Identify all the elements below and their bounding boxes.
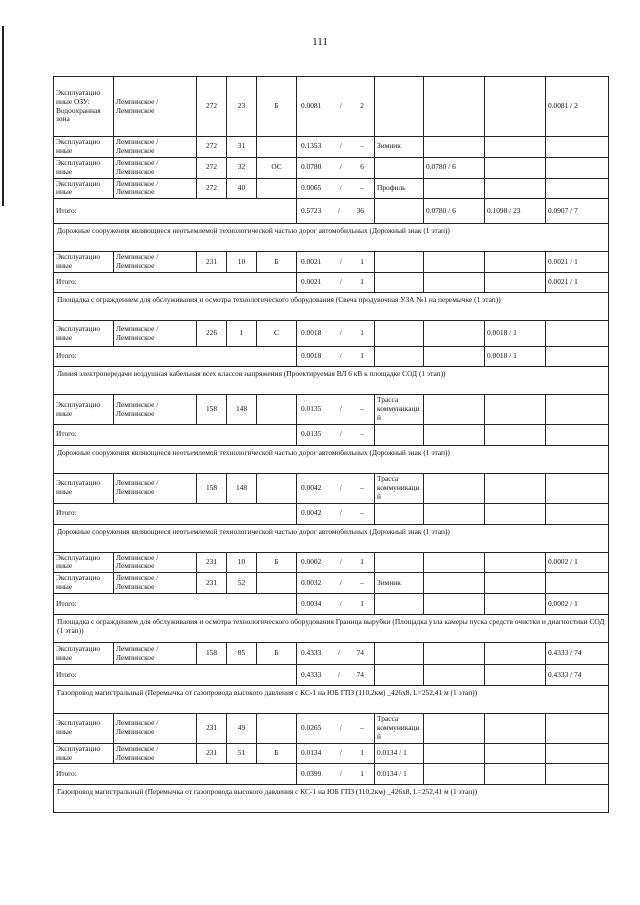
column-1-cell (424, 714, 485, 744)
mark-cell (257, 178, 297, 199)
mark-cell: Б (257, 77, 297, 137)
category-cell: Эксплуатацио иные (54, 252, 114, 273)
mark-cell: Б (257, 643, 297, 665)
column-1-cell (424, 395, 485, 425)
quarter-cell: 231 (197, 573, 227, 594)
column-2-cell (485, 573, 546, 594)
area-separator: / (337, 205, 340, 215)
area-separator: / (339, 182, 342, 192)
plot-cell: 51 (227, 743, 257, 764)
category-cell: Эксплуатацио иные (54, 714, 114, 744)
area-cell (297, 395, 375, 425)
note-cell: Зимник (375, 573, 424, 594)
section-header-row (54, 615, 609, 643)
column-3-cell: 0.0021 / 1 (546, 273, 609, 293)
category-cell: Эксплуатацио иные (54, 643, 114, 665)
mark-cell: С (257, 321, 297, 347)
quarter-cell: 158 (197, 395, 227, 425)
total-label: Итого: (54, 273, 297, 293)
data-row (54, 178, 609, 199)
area-cell (297, 252, 375, 273)
tree-count: 1 (360, 556, 364, 566)
area-cell (297, 77, 375, 137)
column-1-cell (424, 503, 485, 524)
data-row (54, 321, 609, 347)
area-separator: / (339, 748, 342, 758)
note-cell (375, 643, 424, 665)
column-3-cell (546, 347, 609, 367)
area-value: 0.0134 (301, 748, 322, 758)
tree-count: – (360, 429, 364, 439)
tree-count: 1 (360, 351, 364, 361)
data-row (54, 252, 609, 273)
area-cell (297, 424, 375, 445)
area-value: 0.0032 (301, 577, 322, 587)
column-3-cell (546, 764, 609, 785)
quarter-cell: 231 (197, 714, 227, 744)
data-row (54, 395, 609, 425)
data-row (54, 137, 609, 158)
note-cell: Зимник (375, 137, 424, 158)
note-cell (375, 199, 424, 224)
area-value: 0.0021 (301, 256, 322, 266)
area-separator: / (339, 101, 342, 111)
section-title: Площадка с ограждением для обслуживания и осмотра технологического оборудования Граница вырубки (Площадка узла камеры пуска средств очистки и диагностики СОД (1 этап)) (54, 615, 609, 643)
quarter-cell: 226 (197, 321, 227, 347)
forestry-cell: Лемпинское / Лемпинское (114, 137, 197, 158)
area-separator: / (339, 556, 342, 566)
column-2-cell (485, 743, 546, 764)
forestry-cell: Лемпинское / Лемпинское (114, 643, 197, 665)
column-2-cell: 0.0018 / 1 (485, 321, 546, 347)
data-row (54, 473, 609, 503)
column-2-cell (485, 473, 546, 503)
column-3-cell (546, 157, 609, 178)
section-header-row (54, 686, 609, 714)
area-cell (297, 178, 375, 199)
column-2-cell (485, 77, 546, 137)
section-title: Газопровод магистральный (Перемычка от газопровода высокого давления с КС-1 на ЮБ ГПЗ (110,2км) _426х8, L=252,41 м (1 этап)) (54, 785, 609, 813)
column-3-cell: 0.0002 / 1 (546, 552, 609, 573)
column-1-cell (424, 643, 485, 665)
mark-cell: Б (257, 743, 297, 764)
column-2-cell (485, 764, 546, 785)
note-cell (375, 503, 424, 524)
area-value: 0.0399 (301, 768, 322, 778)
area-separator: / (339, 162, 342, 172)
area-cell (297, 273, 375, 293)
area-value: 0.0135 (301, 429, 322, 439)
total-label: Итого: (54, 424, 297, 445)
column-1-cell (424, 665, 485, 686)
section-title: Площадка с ограждением для обслуживания и осмотра технологического оборудования (Свеча продувочная УЗА №1 на перемычке (1 этап)) (54, 293, 609, 321)
area-separator: / (339, 141, 342, 151)
tree-count: – (360, 141, 364, 151)
column-3-cell: 0.0081 / 2 (546, 77, 609, 137)
column-2-cell (485, 178, 546, 199)
section-header-row (54, 293, 609, 321)
tree-count: 2 (360, 101, 364, 111)
plot-cell: 52 (227, 573, 257, 594)
column-2-cell (485, 424, 546, 445)
forestry-cell: Лемпинское / Лемпинское (114, 157, 197, 178)
column-2-cell (485, 594, 546, 615)
column-3-cell: 0.4333 / 74 (546, 643, 609, 665)
area-separator: / (339, 482, 342, 492)
area-value: 0.0081 (301, 101, 322, 111)
quarter-cell: 272 (197, 77, 227, 137)
quarter-cell: 158 (197, 473, 227, 503)
area-value: 0.0042 (301, 508, 322, 518)
column-2-cell: 0.0018 / 1 (485, 347, 546, 367)
mark-cell (257, 714, 297, 744)
mark-cell (257, 137, 297, 158)
column-2-cell (485, 665, 546, 686)
section-title: Дорожные сооружения являющиеся неотъемлемой технологической частью дорог автомобильных (Дорожный знак (1 этап)) (54, 445, 609, 473)
area-cell (297, 714, 375, 744)
column-1-cell (424, 473, 485, 503)
column-2-cell: 0.1098 / 23 (485, 199, 546, 224)
note-cell: Трасса коммуникаций (375, 395, 424, 425)
total-label: Итого: (54, 347, 297, 367)
area-cell (297, 347, 375, 367)
register-body (54, 77, 609, 813)
area-separator: / (337, 669, 340, 679)
category-cell: Эксплуатацио иные ОЗУ: Водоохранная зона (54, 77, 114, 137)
column-2-cell (485, 252, 546, 273)
note-cell (375, 252, 424, 273)
area-value: 0.0034 (301, 598, 322, 608)
total-label: Итого: (54, 503, 297, 524)
mark-cell: Б (257, 552, 297, 573)
total-row (54, 424, 609, 445)
forestry-cell: Лемпинское / Лемпинское (114, 178, 197, 199)
quarter-cell: 158 (197, 643, 227, 665)
area-value: 0.1353 (301, 141, 322, 151)
quarter-cell: 272 (197, 157, 227, 178)
total-row (54, 764, 609, 785)
tree-count: 74 (356, 669, 364, 679)
forestry-cell: Лемпинское / Лемпинское (114, 743, 197, 764)
column-1-cell (424, 743, 485, 764)
forest-plot-register-table (53, 76, 609, 813)
column-1-cell (424, 252, 485, 273)
note-cell (375, 424, 424, 445)
column-3-cell (546, 473, 609, 503)
area-cell (297, 643, 375, 665)
note-cell (375, 77, 424, 137)
mark-cell (257, 395, 297, 425)
data-row (54, 643, 609, 665)
data-row (54, 77, 609, 137)
area-cell (297, 764, 375, 785)
data-row (54, 714, 609, 744)
quarter-cell: 272 (197, 137, 227, 158)
tree-count: 1 (360, 598, 364, 608)
column-1-cell (424, 552, 485, 573)
category-cell: Эксплуатацио иные (54, 743, 114, 764)
tree-count: 74 (356, 648, 364, 658)
note-cell (375, 665, 424, 686)
plot-cell: 85 (227, 643, 257, 665)
area-cell (297, 552, 375, 573)
section-title: Газопровод магистральный (Перемычка от газопровода высокого давления с КС-1 на ЮБ ГПЗ (110,2км) _426х8, L=252,41 м (1 этап)) (54, 686, 609, 714)
area-value: 0.5723 (301, 205, 322, 215)
plot-cell: 31 (227, 137, 257, 158)
column-3-cell: 0.4333 / 74 (546, 665, 609, 686)
column-3-cell (546, 395, 609, 425)
column-2-cell (485, 552, 546, 573)
column-3-cell (546, 424, 609, 445)
area-separator: / (339, 768, 342, 778)
forestry-cell: Лемпинское / Лемпинское (114, 552, 197, 573)
total-row (54, 503, 609, 524)
quarter-cell: 272 (197, 178, 227, 199)
note-cell: 0.0134 / 1 (375, 764, 424, 785)
category-cell: Эксплуатацио иные (54, 552, 114, 573)
column-2-cell (485, 137, 546, 158)
category-cell: Эксплуатацио иные (54, 178, 114, 199)
mark-cell (257, 573, 297, 594)
data-row (54, 743, 609, 764)
forestry-cell: Лемпинское / Лемпинское (114, 321, 197, 347)
plot-cell: 32 (227, 157, 257, 178)
column-1-cell: 0.0780 / 6 (424, 199, 485, 224)
area-separator: / (339, 277, 342, 287)
forestry-cell: Лемпинское / Лемпинское (114, 395, 197, 425)
mark-cell: Б (257, 252, 297, 273)
category-cell: Эксплуатацио иные (54, 473, 114, 503)
total-label: Итого: (54, 199, 297, 224)
total-row (54, 665, 609, 686)
area-cell (297, 321, 375, 347)
forestry-cell: Лемпинское / Лемпинское (114, 573, 197, 594)
total-row (54, 594, 609, 615)
area-separator: / (339, 429, 342, 439)
note-cell: Профиль (375, 178, 424, 199)
section-header-row (54, 785, 609, 813)
column-3-cell: 0.0021 / 1 (546, 252, 609, 273)
tree-count: 36 (356, 205, 364, 215)
tree-count: – (360, 404, 364, 414)
area-cell (297, 503, 375, 524)
plot-cell: 23 (227, 77, 257, 137)
data-row (54, 552, 609, 573)
tree-count: 1 (360, 277, 364, 287)
total-label: Итого: (54, 665, 297, 686)
column-1-cell (424, 764, 485, 785)
area-cell (297, 473, 375, 503)
forestry-cell: Лемпинское / Лемпинское (114, 252, 197, 273)
column-3-cell (546, 178, 609, 199)
area-separator: / (339, 404, 342, 414)
quarter-cell: 231 (197, 743, 227, 764)
plot-cell: 49 (227, 714, 257, 744)
data-row (54, 157, 609, 178)
area-cell (297, 594, 375, 615)
tree-count: – (360, 482, 364, 492)
area-separator: / (339, 508, 342, 518)
area-value: 0.0780 (301, 162, 322, 172)
page-number: 111 (312, 36, 328, 48)
area-value: 0.0135 (301, 404, 322, 414)
area-cell (297, 137, 375, 158)
area-value: 0.0065 (301, 182, 322, 192)
column-1-cell (424, 424, 485, 445)
note-cell: Трасса коммуникаций (375, 473, 424, 503)
area-value: 0.0265 (301, 722, 322, 732)
column-2-cell (485, 503, 546, 524)
column-1-cell (424, 273, 485, 293)
category-cell: Эксплуатацио иные (54, 157, 114, 178)
column-1-cell: 0.0780 / 6 (424, 157, 485, 178)
forestry-cell: Лемпинское / Лемпинское (114, 714, 197, 744)
tree-count: 6 (360, 162, 364, 172)
quarter-cell: 231 (197, 552, 227, 573)
column-3-cell (546, 321, 609, 347)
category-cell: Эксплуатацио иные (54, 395, 114, 425)
area-separator: / (339, 577, 342, 587)
area-separator: / (339, 351, 342, 361)
column-2-cell (485, 643, 546, 665)
column-1-cell (424, 573, 485, 594)
tree-count: – (360, 722, 364, 732)
plot-cell: 148 (227, 473, 257, 503)
column-1-cell (424, 321, 485, 347)
note-cell: 0.0134 / 1 (375, 743, 424, 764)
area-cell (297, 573, 375, 594)
note-cell (375, 552, 424, 573)
plot-cell: 40 (227, 178, 257, 199)
total-label: Итого: (54, 594, 297, 615)
column-2-cell (485, 714, 546, 744)
note-cell: Трасса коммуникаций (375, 714, 424, 744)
area-value: 0.0018 (301, 351, 322, 361)
area-value: 0.0002 (301, 556, 322, 566)
section-header-row (54, 445, 609, 473)
column-2-cell (485, 273, 546, 293)
tree-count: – (360, 182, 364, 192)
section-header-row (54, 224, 609, 252)
column-3-cell: 0.0002 / 1 (546, 594, 609, 615)
plot-cell: 10 (227, 552, 257, 573)
area-cell (297, 199, 375, 224)
tree-count: 1 (360, 748, 364, 758)
forestry-cell: Лемпинское / Лемпинское (114, 473, 197, 503)
column-1-cell (424, 347, 485, 367)
column-3-cell (546, 743, 609, 764)
column-2-cell (485, 157, 546, 178)
section-title: Линия электропередачи воздушная кабельная всех классов напряжения (Проектируемая ВЛ 6 кВ к площадке СОД (1 этап)) (54, 367, 609, 395)
column-3-cell (546, 503, 609, 524)
tree-count: 1 (360, 768, 364, 778)
area-separator: / (339, 722, 342, 732)
note-cell (375, 273, 424, 293)
column-1-cell (424, 178, 485, 199)
area-value: 0.4333 (301, 648, 322, 658)
tree-count: 1 (360, 256, 364, 266)
area-separator: / (339, 598, 342, 608)
area-value: 0.0018 (301, 328, 322, 338)
section-title: Дорожные сооружения являющиеся неотъемлемой технологической частью дорог автомобильных (Дорожный знак (1 этап)) (54, 524, 609, 552)
total-row (54, 273, 609, 293)
area-separator: / (339, 256, 342, 266)
mark-cell (257, 473, 297, 503)
plot-cell: 1 (227, 321, 257, 347)
category-cell: Эксплуатацио иные (54, 573, 114, 594)
column-3-cell: 0.0907 / 7 (546, 199, 609, 224)
column-3-cell (546, 714, 609, 744)
column-1-cell (424, 77, 485, 137)
plot-cell: 148 (227, 395, 257, 425)
data-row (54, 573, 609, 594)
plot-cell: 10 (227, 252, 257, 273)
category-cell: Эксплуатацио иные (54, 137, 114, 158)
column-1-cell (424, 594, 485, 615)
total-row (54, 199, 609, 224)
note-cell (375, 594, 424, 615)
column-1-cell (424, 137, 485, 158)
column-3-cell (546, 573, 609, 594)
area-value: 0.0042 (301, 482, 322, 492)
category-cell: Эксплуатацио иные (54, 321, 114, 347)
quarter-cell: 231 (197, 252, 227, 273)
area-cell (297, 665, 375, 686)
area-separator: / (337, 648, 340, 658)
forestry-cell: Лемпинское / Лемпинское (114, 77, 197, 137)
total-row (54, 347, 609, 367)
mark-cell: ОС (257, 157, 297, 178)
column-2-cell (485, 395, 546, 425)
note-cell (375, 157, 424, 178)
column-3-cell (546, 137, 609, 158)
total-label: Итого: (54, 764, 297, 785)
scan-edge-mark (2, 26, 4, 206)
section-title: Дорожные сооружения являющиеся неотъемлемой технологической частью дорог автомобильных (Дорожный знак (1 этап)) (54, 224, 609, 252)
note-cell (375, 321, 424, 347)
area-value: 0.4333 (301, 669, 322, 679)
section-header-row (54, 367, 609, 395)
note-cell (375, 347, 424, 367)
tree-count: – (360, 508, 364, 518)
area-value: 0.0021 (301, 277, 322, 287)
tree-count: – (360, 577, 364, 587)
area-cell (297, 157, 375, 178)
area-cell (297, 743, 375, 764)
area-separator: / (339, 328, 342, 338)
section-header-row (54, 524, 609, 552)
tree-count: 1 (360, 328, 364, 338)
